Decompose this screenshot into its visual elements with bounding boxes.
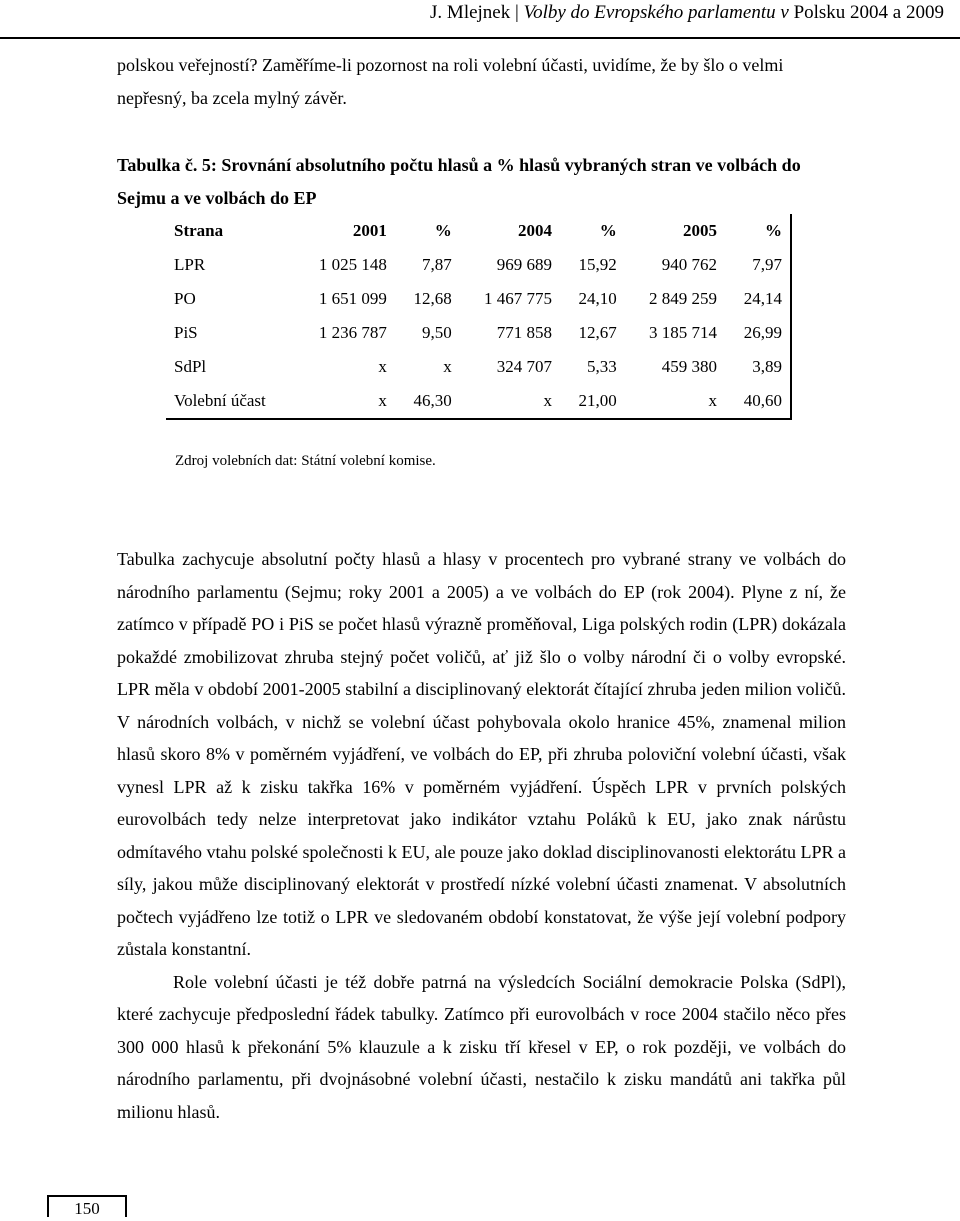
table-cell: 459 380: [661, 357, 718, 376]
column-header: %: [599, 221, 617, 240]
table-cell: 21,00: [560, 384, 625, 419]
intro-paragraph: polskou veřejností? Zaměříme-li pozornost na roli volební účasti, uvidíme, že by šlo o velmi nepřesný, ba zcela mylný závěr.: [117, 55, 784, 108]
table-cell: 969 689: [496, 255, 552, 274]
body-text: [117, 543, 846, 1128]
table-cell: LPR: [174, 255, 206, 274]
page-number: 150: [47, 1195, 127, 1217]
table-cell: 24,14: [725, 282, 791, 316]
table-cell: 1 236 787: [318, 323, 387, 342]
header-title-italic: Volby do Evropského parlamentu v: [523, 2, 789, 23]
table-cell: x: [625, 384, 725, 419]
table-cell: 7,87: [421, 255, 452, 274]
table-cell: 46,30: [395, 384, 460, 419]
column-header: 2005: [683, 221, 718, 240]
table-row: [166, 384, 791, 419]
table-cell: 40,60: [725, 384, 791, 419]
table-source-note: Zdroj volebních dat: Státní volební komise.: [175, 453, 436, 469]
table-cell: 324 707: [496, 357, 552, 376]
column-header: 2001: [352, 221, 387, 240]
table-cell: 5,33: [586, 357, 617, 376]
table-cell: Volební účast: [166, 384, 295, 419]
header-title-rest: Polsku 2004 a 2009: [788, 2, 944, 23]
table-cell: 3 185 714: [649, 323, 718, 342]
table-cell: 26,99: [725, 316, 791, 350]
table-row: [166, 282, 791, 316]
table-cell: 2 849 259: [649, 289, 718, 308]
table-cell: 7,97: [725, 248, 791, 282]
table-cell: PO: [174, 289, 196, 308]
table-cell: x: [460, 384, 560, 419]
table-cell: 15,92: [578, 255, 617, 274]
table-cell: 3,89: [725, 350, 791, 384]
table-cell: PiS: [174, 323, 198, 342]
table-cell: 12,67: [578, 323, 617, 342]
column-header: 2004: [517, 221, 552, 240]
table-cell: 771 858: [496, 323, 552, 342]
body-paragraph: Role volební účasti je též dobře patrná na výsledcích Sociální demokracie Polska (SdPl), které zachycuje předposlední řádek tabulky. Zatímco při eurovolbách v roce 2004 stačilo něco přes 300 000 hlasů k překonání 5% klauzule a k zisku tří křesel v EP, o rok později, ve volbách do národního parlamentu, při dvojnásobné volební účasti, nestačilo k zisku mandátů ani takřka půl milionu hlasů.: [117, 971, 846, 1122]
table-cell: SdPl: [174, 357, 207, 376]
column-header: Strana: [174, 221, 224, 240]
table-cell: x: [443, 357, 452, 376]
table-header-row: [166, 214, 791, 248]
table-row: [166, 350, 791, 384]
table-cell: 12,68: [413, 289, 452, 308]
table-cell: 1 467 775: [483, 289, 552, 308]
results-table: [166, 214, 792, 420]
column-header: %: [434, 221, 452, 240]
running-header: [430, 2, 944, 24]
table-cell: x: [295, 384, 395, 419]
table-cell: x: [378, 357, 387, 376]
table-caption: Tabulka č. 5: Srovnání absolutního počtu hlasů a % hlasů vybraných stran ve volbách do Sejmu a ve volbách do EP: [117, 155, 801, 208]
table-cell: 24,10: [578, 289, 617, 308]
table-row: [166, 248, 791, 282]
header-separator: |: [515, 2, 524, 23]
header-author: J. Mlejnek: [430, 2, 511, 23]
table-cell: 1 651 099: [318, 289, 387, 308]
table-cell: 1 025 148: [318, 255, 387, 274]
table-row: [166, 316, 791, 350]
column-header: %: [725, 214, 791, 248]
table-cell: 9,50: [421, 323, 452, 342]
table-cell: 940 762: [661, 255, 718, 274]
header-rule: [0, 37, 960, 39]
body-paragraph: Tabulka zachycuje absolutní počty hlasů a hlasy v procentech pro vybrané strany ve volbách do národního parlamentu (Sejmu; roky 2001 a 2005) a ve volbách do EP (rok 2004). Plyne z ní, že zatímco v případě PO i PiS se počet hlasů výrazně proměňoval, Liga polských rodin (LPR) dokázala pokaždé zmobilizovat zhruba stejný počet voličů, ať již šlo o volby národní či o volby evropské. LPR měla v období 2001-2005 stabilní a disciplinovaný elektorát čítající zhruba jeden milion voličů. V národních volbách, v nichž se volební účast pohybovala okolo hranice 45%, znamenal milion hlasů skoro 8% v poměrném vyjádření, ve volbách do EP, při zhruba poloviční volební účasti, však vynesl LPR až k zisku takřka 16% v poměrném vyjádření. Úspěch LPR v prvních polských eurovolbách tedy nelze interpretovat jako indikátor vztahu Poláků k EU, jako znak nárůstu odmítavého vtahu polské společnosti k EU, ale pouze jako doklad disciplinovanosti elektorátu LPR a síly, jakou může disciplinovaný elektorát v prostředí nízké volební účasti znamenat. V absolutních počtech vyjádřeno lze totiž o LPR ve sledovaném období konstatovat, že výše její volební podpory zůstala konstantní.: [117, 549, 846, 959]
